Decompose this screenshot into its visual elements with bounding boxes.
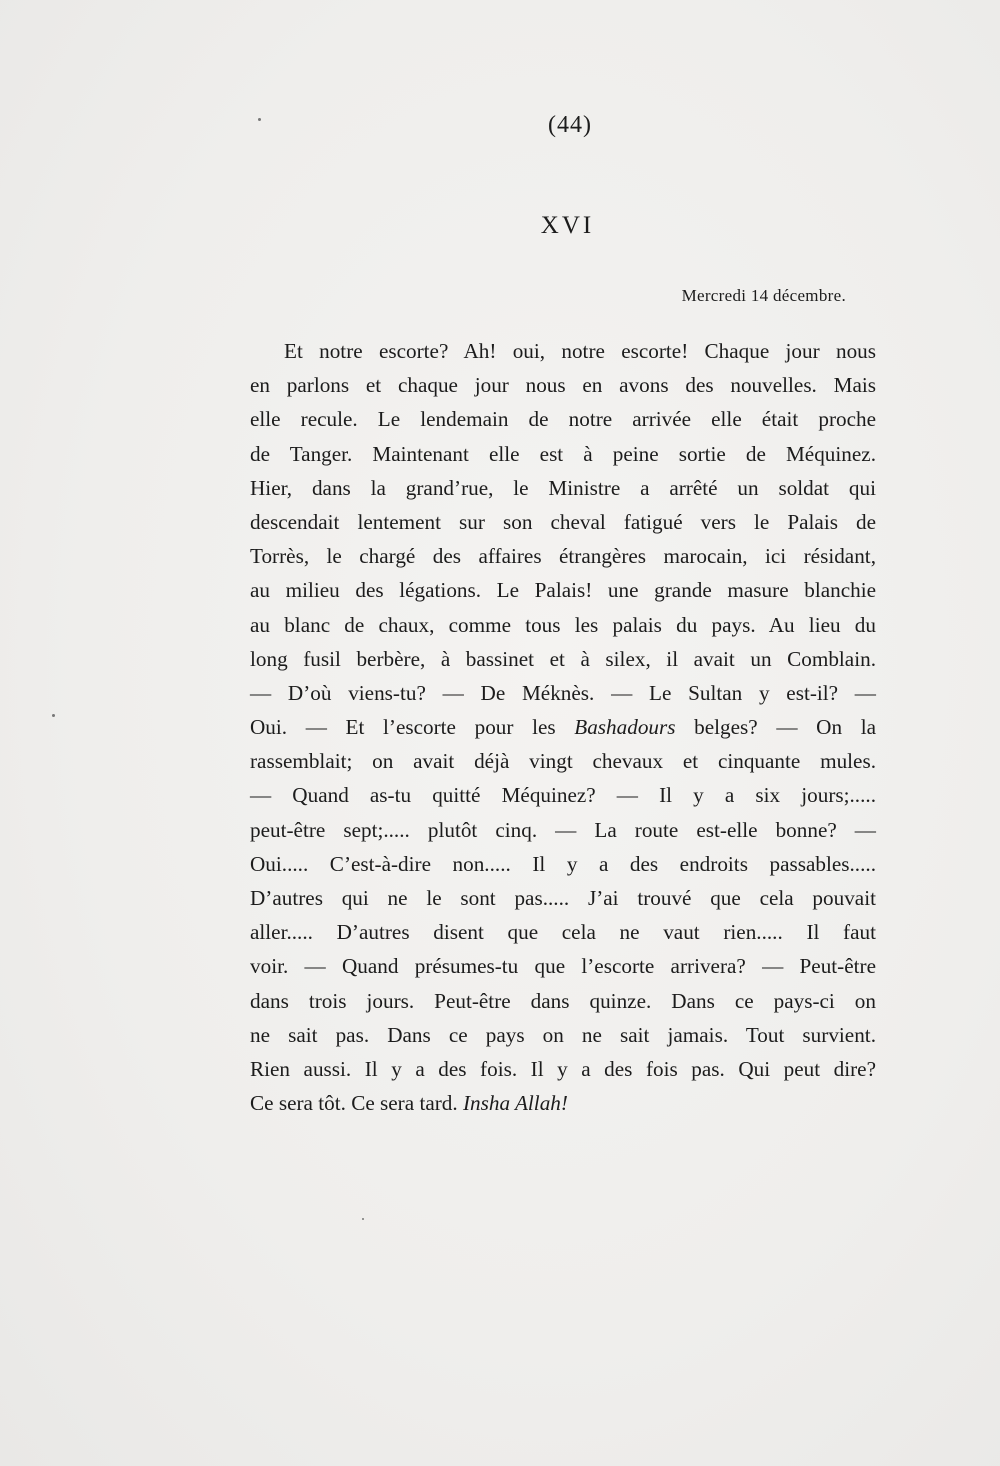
text-segment: descendait lentement sur son cheval fatigué vers le Palais de [250,509,876,534]
text-segment: dans trois jours. Peut-être dans quinze. Dans ce pays-ci on [250,988,876,1013]
text-segment: Oui. — Et l’escorte pour les [250,715,575,740]
text-line [250,984,876,1018]
paper-speck [258,118,261,121]
text-segment: Hier, dans la grand’rue, le Ministre a arrêté un soldat qui [250,475,876,500]
text-line [250,437,876,471]
text-line [250,608,876,642]
text-line [250,710,876,744]
text-segment: — D’où viens-tu? — De Méknès. — Le Sultan y est-il? — [250,680,876,705]
body-text [250,334,876,1120]
text-line [250,1086,876,1120]
text-segment: D’autres qui ne le sont pas..... J’ai trouvé que cela pouvait [250,886,876,910]
text-segment: Oui..... C’est-à-dire non..... Il y a des endroits passables..... [250,851,876,876]
text-segment: — Quand as-tu quitté Méquinez? — Il y a six jours;..... [250,783,876,808]
text-line [250,368,876,402]
text-segment: de Tanger. Maintenant elle est à peine sortie de Méquinez. [250,441,876,466]
italic-text: Insha Allah! [462,1091,568,1116]
text-segment: Rien aussi. Il y a des fois. Il y a des fois pas. Qui peut dire? [250,1056,876,1081]
italic-text: Bashadours [574,715,676,740]
text-line [250,642,876,676]
text-segment: long fusil berbère, à bassinet et à silex, il avait un Comblain. [250,646,876,671]
text-line [250,334,876,368]
text-line [250,915,876,949]
text-segment: rassemblait; on avait déjà vingt chevaux et cinquante mules. [250,749,876,774]
text-line [250,1052,876,1086]
text-segment: voir. — Quand présumes-tu que l’escorte arrivera? — Peut-être [250,954,876,979]
text-segment: au blanc de chaux, comme tous les palais du pays. Au lieu du [250,612,876,637]
dateline: Mercredi 14 décembre. [681,286,846,305]
text-segment: Et notre escorte? Ah! oui, notre escorte! Chaque jour nous [284,339,876,363]
text-segment: belges? — On la [675,715,876,740]
text-line [250,471,876,505]
text-segment: au milieu des légations. Le Palais! une grande masure blanchie [250,578,876,603]
text-line [250,505,876,539]
text-line [250,1018,876,1052]
text-line [250,949,876,983]
text-line [250,539,876,573]
page-number: (44) [548,112,592,138]
text-line [250,778,876,812]
text-line [250,744,876,778]
text-line [250,676,876,710]
text-line [250,847,876,881]
text-segment: peut-être sept;..... plutôt cinq. — La route est-elle bonne? — [250,817,876,842]
text-line [250,881,876,915]
paper-speck [362,1218,364,1220]
text-segment: Torrès, le chargé des affaires étrangères marocain, ici résidant, [250,544,876,569]
text-line [250,573,876,607]
text-segment: Ce sera tôt. Ce sera tard. [250,1091,463,1116]
text-segment: elle recule. Le lendemain de notre arrivée elle était proche [250,407,876,432]
text-segment: ne sait pas. Dans ce pays on ne sait jamais. Tout survient. [250,1022,876,1047]
text-line [250,402,876,436]
text-line [250,813,876,847]
text-segment: aller..... D’autres disent que cela ne vaut rien..... Il faut [250,920,876,945]
chapter-heading: XVI [540,212,595,239]
text-segment: en parlons et chaque jour nous en avons des nouvelles. Mais [250,373,876,398]
paper-speck [52,714,55,717]
